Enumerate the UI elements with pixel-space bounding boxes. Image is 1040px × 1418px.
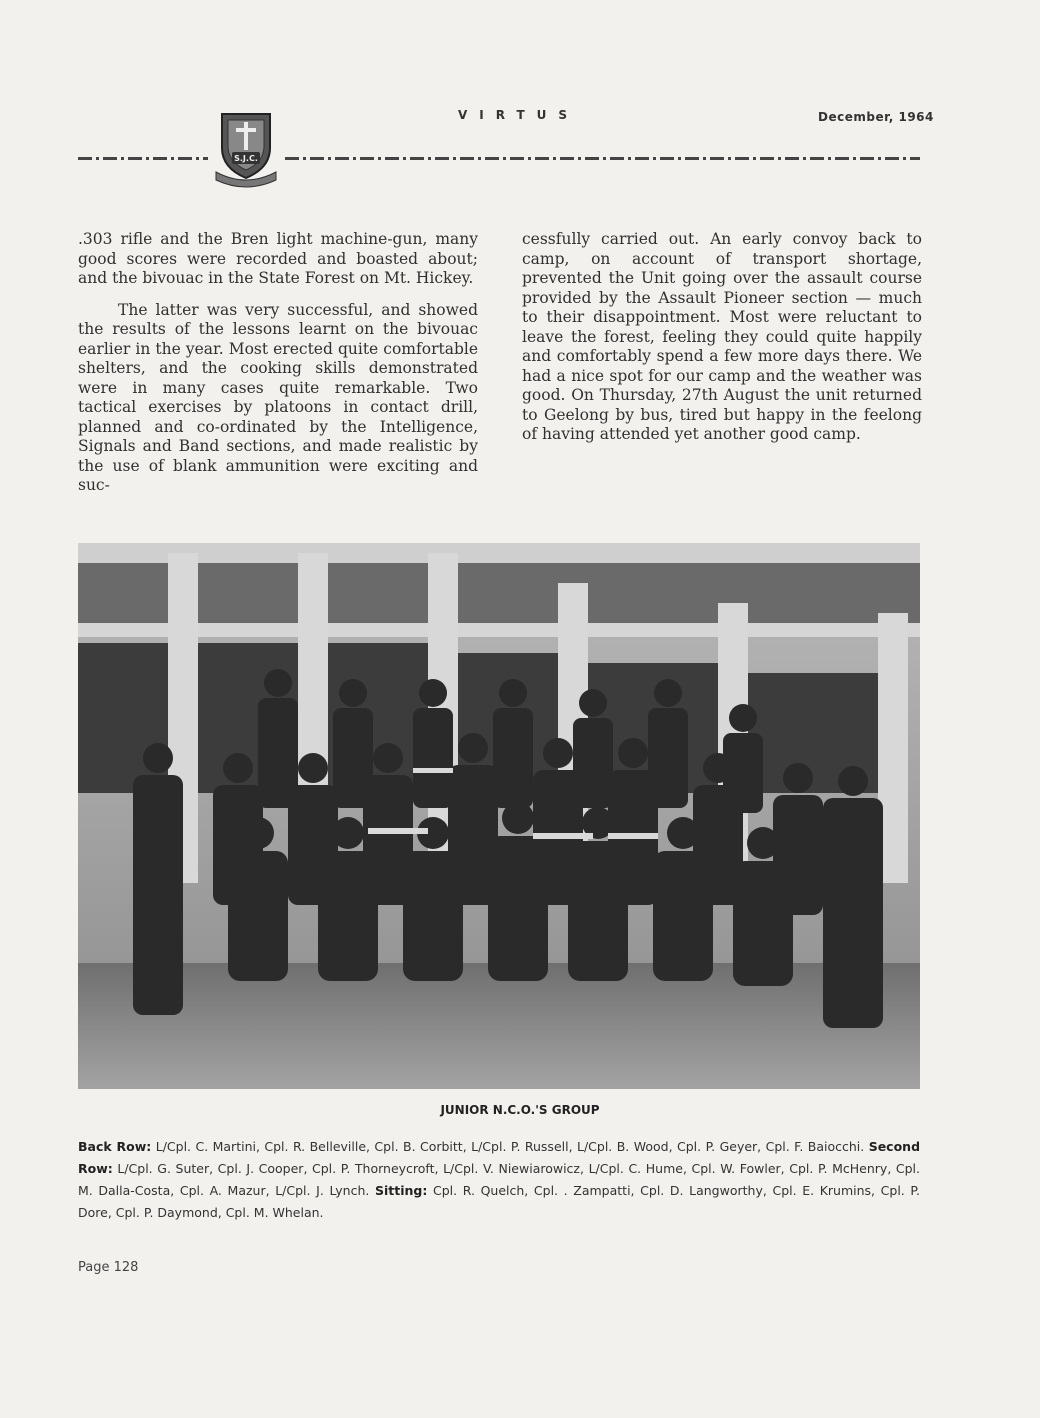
article-paragraph: The latter was very successful, and showed the results of the lessons learnt on the bivouac earlier in the year. Most erected quite comfortable shelters, and the cooking skills demonstrated were in many cases quite remarkable. Two tactical exercises by platoons in contact drill, planned and co-ordinated by the Intelligence, Signals and Band sections, and made realistic by the use of blank ammunition were exciting and suc- bbox=[78, 300, 478, 494]
issue-date: December, 1964 bbox=[818, 110, 934, 124]
sitting-row-names: Cpl. R. Quelch, Cpl. . Zampatti, Cpl. D. Langworthy, Cpl. E. Krumins, Cpl. P. Dore, Cpl. P. Daymond, Cpl. M. Whelan. bbox=[78, 1183, 920, 1220]
header-rule-left bbox=[78, 157, 208, 160]
back-row-label: Back Row: bbox=[78, 1139, 152, 1154]
page-header bbox=[0, 100, 1040, 190]
photo-caption-title: JUNIOR N.C.O.'S GROUP bbox=[440, 1103, 600, 1117]
masthead-title: VIRTUS bbox=[458, 108, 580, 122]
second-row-names: L/Cpl. G. Suter, Cpl. J. Cooper, Cpl. P. Thorneycroft, L/Cpl. V. Niewiarowicz, L/Cpl. C. Hume, Cpl. W. Fowler, Cpl. P. McHenry, Cpl. M. Dalla-Costa, Cpl. A. Mazur, L/Cpl. J. Lynch. bbox=[78, 1161, 920, 1198]
page-number: Page 128 bbox=[78, 1260, 139, 1275]
sitting-row-label: Sitting: bbox=[374, 1183, 428, 1198]
article-column-right bbox=[522, 230, 922, 457]
article-paragraph: .303 rifle and the Bren light machine-gun, many good scores were recorded and boasted about; and the bivouac in the State Forest on Mt. Hickey. bbox=[78, 230, 478, 287]
svg-text:S.J.C.: S.J.C. bbox=[234, 154, 258, 163]
back-row-names: L/Cpl. C. Martini, Cpl. R. Belleville, Cpl. B. Corbitt, L/Cpl. P. Russell, L/Cpl. B. Wood, Cpl. P. Geyer, Cpl. F. Baiocchi. bbox=[151, 1139, 869, 1154]
group-photograph bbox=[78, 543, 920, 1089]
header-rule-right bbox=[285, 157, 920, 160]
photo-caption-names bbox=[78, 1136, 920, 1224]
second-row-label: Second Row: bbox=[78, 1139, 921, 1176]
school-crest-logo bbox=[214, 108, 278, 188]
article-column-left bbox=[78, 230, 478, 508]
article-paragraph: cessfully carried out. An early convoy back to camp, on account of transport shortage, prevented the Unit going over the assault course provided by the Assault Pioneer section — much to their disappointment. Most were reluctant to leave the forest, feeling they could quite happily and comfortably spend a few more days there. We had a nice spot for our camp and the weather was good. On Thursday, 27th August the unit returned to Geelong by bus, tired but happy in the feelong of having attended yet another good camp. bbox=[522, 230, 922, 443]
